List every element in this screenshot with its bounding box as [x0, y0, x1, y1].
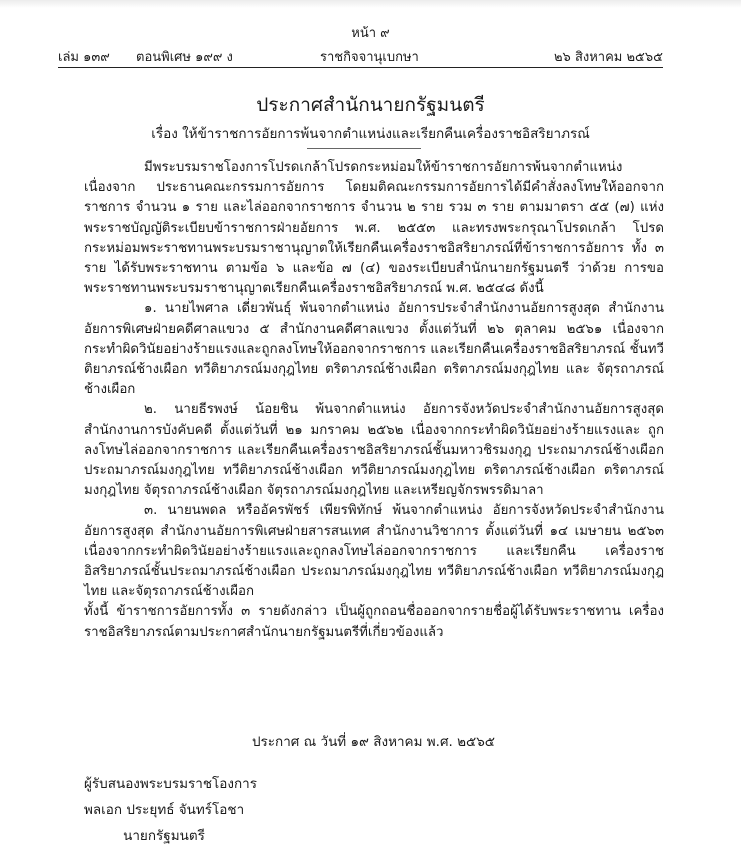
title-divider: [307, 148, 421, 149]
paragraph-item-1: ๑. นายไพศาล เดี่ยวพันธุ์ พ้นจากตำแหน่ง อัยการประจำสำนักงานอัยการสูงสุด สำนักงาน อัยการพิเศษฝ่ายคดีศาลแขวง ๕ สำนักงานคดีศาลแขวง ตั้งแต่วันที่ ๒๖ ตุลาคม ๒๕๖๑ เนื่องจาก กระทำผิดวินัยอย่างร้ายแรงและถูกลงโทษให้ออกจากราชการ และเรียกคืนเครื่องราชอิสริยาภรณ์ ชั้นทวีติยาภรณ์ช้างเผือก ทวีติยาภรณ์มงกุฎไทย ตริตาภรณ์ช้างเผือก ตริตาภรณ์มงกุฎไทย และ จัตุรถาภรณ์ช้างเผือก: [84, 301, 664, 398]
paragraph-item-3: ๓. นายนพดล หรืออัครพัชร์ เพียรพิทักษ์ พ้นจากตำแหน่ง อัยการจังหวัดประจำสำนักงาน อัยการสูงสุด สำนักงานอัยการพิเศษฝ่ายสารสนเทศ สำนักงานวิชาการ ตั้งแต่วันที่ ๑๔ เมษายน ๒๕๖๓ เนื่องจากกระทำผิดวินัยอย่างร้ายแรงและถูกลงโทษไล่ออกจากราชการ และเรียกคืน เครื่องราชอิสริยาภรณ์ชั้นประถมาภรณ์ช้างเผือก ประถมาภรณ์มงกุฎไทย ทวีติยาภรณ์ช้างเผือก ทวีติยาภรณ์มงกุฎไทย และจัตุรถาภรณ์ช้างเผือก: [84, 503, 664, 600]
gazette-volume: เล่ม ๑๓๙: [58, 50, 110, 65]
viewer-top-shadow: [0, 0, 741, 8]
gazette-date: ๒๖ สิงหาคม ๒๕๖๕: [553, 50, 663, 65]
page-number: หน้า ๙: [351, 26, 390, 41]
paragraph-item-2: ๒. นายธีรพงษ์ น้อยชิน พ้นจากตำแหน่ง อัยการจังหวัดประจำสำนักงานอัยการสูงสุด สำนักงานการบังคับคดี ตั้งแต่วันที่ ๒๑ มกราคม ๒๕๖๒ เนื่องจากกระทำผิดวินัยอย่างร้ายแรงและ ถูกลงโทษไล่ออกจากราชการ และเรียกคืนเครื่องราชอิสริยาภรณ์ชั้นมหาวชิรมงกุฎ ประถมาภรณ์ช้างเผือก ประถมาภรณ์มงกุฎไทย ทวีติยาภรณ์ช้างเผือก ทวีติยาภรณ์มงกุฎไทย ตริตาภรณ์ช้างเผือก ตริตาภรณ์ มงกุฎไทย จัตุรถาภรณ์ช้างเผือก จัตุรถาภรณ์มงกุฎไทย และเหรียญจักรพรรดิมาลา: [84, 402, 664, 499]
announced-date: ประกาศ ณ วันที่ ๑๙ สิงหาคม พ.ศ. ๒๕๖๕: [251, 734, 496, 750]
document-subject: เรื่อง ให้ข้าราชการอัยการพ้นจากตำแหน่งและเรียกคืนเครื่องราชอิสริยาภรณ์: [151, 126, 590, 142]
document-title: ประกาศสำนักนายกรัฐมนตรี: [256, 94, 485, 116]
gazette-header: [58, 46, 663, 66]
signature-position: นายกรัฐมนตรี: [123, 828, 205, 844]
signature-block: [84, 771, 257, 849]
gazette-issue: ตอนพิเศษ ๑๙๙ ง: [136, 50, 233, 65]
signature-name: พลเอก ประยุทธ์ จันทร์โอชา: [84, 802, 245, 818]
signature-role: ผู้รับสนองพระบรมราชโองการ: [84, 776, 257, 792]
header-divider: [58, 67, 663, 68]
document-body: [84, 158, 664, 643]
paragraph-intro: มีพระบรมราชโองการโปรดเกล้าโปรดกระหม่อมให้ข้าราชการอัยการพ้นจากตำแหน่งเนื่องจาก ประธานคณะกรรมการอัยการ โดยมติคณะกรรมการอัยการได้มีคำสั่งลงโทษให้ออกจากราชการ จำนวน ๑ ราย และไล่ออกจากราชการ จำนวน ๒ ราย รวม ๓ ราย ตามมาตรา ๕๕ (๗) แห่งพระราชบัญญัติระเบียบข้าราชการฝ่ายอัยการ พ.ศ. ๒๕๕๓ และทรงพระกรุณาโปรดเกล้า โปรดกระหม่อมพระราชทานพระบรมราชานุญาตให้เรียกคืนเครื่องราชอิสริยาภรณ์ที่ข้าราชการอัยการ ทั้ง ๓ ราย ได้รับพระราชทาน ตามข้อ ๖ และข้อ ๗ (๔) ของระเบียบสำนักนายกรัฐมนตรี ว่าด้วย การขอพระราชทานพระบรมราชานุญาตเรียกคืนเครื่องราชอิสริยาภรณ์ พ.ศ. ๒๕๔๘ ดังนี้: [84, 160, 664, 297]
paragraph-closing: ทั้งนี้ ข้าราชการอัยการทั้ง ๓ รายดังกล่าว เป็นผู้ถูกถอนชื่อออกจากรายชื่อผู้ได้รับพระราชทาน เครื่องราชอิสริยาภรณ์ตามประกาศสำนักนายกรัฐมนตรีที่เกี่ยวข้องแล้ว: [84, 604, 664, 640]
gazette-publication: ราชกิจจานุเบกษา: [320, 50, 419, 65]
